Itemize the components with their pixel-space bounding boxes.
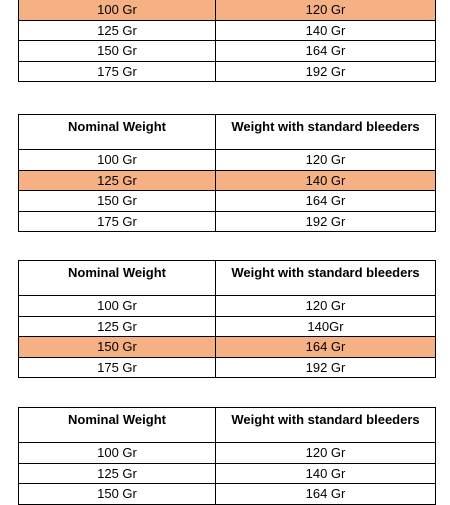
- table-row: [19, 463, 436, 484]
- nominal-weight-cell: 150 Gr: [19, 484, 216, 505]
- nominal-weight-cell: 125 Gr: [19, 20, 216, 41]
- weight-table-1: [18, 0, 436, 82]
- table-row: [19, 20, 436, 41]
- table-header-row: [19, 261, 436, 296]
- weight-table-2: [18, 114, 436, 232]
- standard-weight-cell: 192 Gr: [216, 357, 436, 378]
- table-row: [19, 357, 436, 378]
- nominal-weight-cell: 125 Gr: [19, 316, 216, 337]
- nominal-weight-cell: 150 Gr: [19, 191, 216, 212]
- standard-weight-cell: 140 Gr: [216, 20, 436, 41]
- table-header-row: [19, 115, 436, 150]
- nominal-weight-header: Nominal Weight: [19, 408, 216, 443]
- table-row: [19, 61, 436, 82]
- nominal-weight-cell: 125 Gr: [19, 170, 216, 191]
- table-row: [19, 0, 436, 20]
- nominal-weight-cell: 175 Gr: [19, 357, 216, 378]
- standard-weight-cell: 120 Gr: [216, 150, 436, 171]
- table-header-row: [19, 408, 436, 443]
- weight-table-3: [18, 260, 436, 378]
- table-row: [19, 296, 436, 317]
- standard-weight-cell: 164 Gr: [216, 41, 436, 62]
- nominal-weight-cell: 100 Gr: [19, 150, 216, 171]
- table-row: [19, 211, 436, 232]
- nominal-weight-header: Nominal Weight: [19, 115, 216, 150]
- standard-weight-header: Weight with standard bleeders: [216, 115, 436, 150]
- table-row: [19, 484, 436, 505]
- standard-weight-cell: 164 Gr: [216, 191, 436, 212]
- standard-weight-cell: 120 Gr: [216, 0, 436, 20]
- standard-weight-cell: 140 Gr: [216, 463, 436, 484]
- nominal-weight-cell: 100 Gr: [19, 296, 216, 317]
- standard-weight-cell: 140 Gr: [216, 170, 436, 191]
- nominal-weight-cell: 125 Gr: [19, 463, 216, 484]
- standard-weight-cell: 120 Gr: [216, 443, 436, 464]
- table-row: [19, 191, 436, 212]
- nominal-weight-cell: 100 Gr: [19, 0, 216, 20]
- standard-weight-cell: 140Gr: [216, 316, 436, 337]
- table-row: [19, 170, 436, 191]
- standard-weight-cell: 192 Gr: [216, 61, 436, 82]
- table-row: [19, 150, 436, 171]
- standard-weight-cell: 192 Gr: [216, 211, 436, 232]
- standard-weight-cell: 164 Gr: [216, 484, 436, 505]
- standard-weight-cell: 164 Gr: [216, 337, 436, 358]
- table-row: [19, 337, 436, 358]
- nominal-weight-cell: 175 Gr: [19, 211, 216, 232]
- standard-weight-header: Weight with standard bleeders: [216, 261, 436, 296]
- nominal-weight-cell: 175 Gr: [19, 61, 216, 82]
- nominal-weight-header: Nominal Weight: [19, 261, 216, 296]
- nominal-weight-cell: 150 Gr: [19, 41, 216, 62]
- standard-weight-cell: 120 Gr: [216, 296, 436, 317]
- standard-weight-header: Weight with standard bleeders: [216, 408, 436, 443]
- table-row: [19, 41, 436, 62]
- nominal-weight-cell: 100 Gr: [19, 443, 216, 464]
- table-row: [19, 443, 436, 464]
- nominal-weight-cell: 150 Gr: [19, 337, 216, 358]
- table-row: [19, 316, 436, 337]
